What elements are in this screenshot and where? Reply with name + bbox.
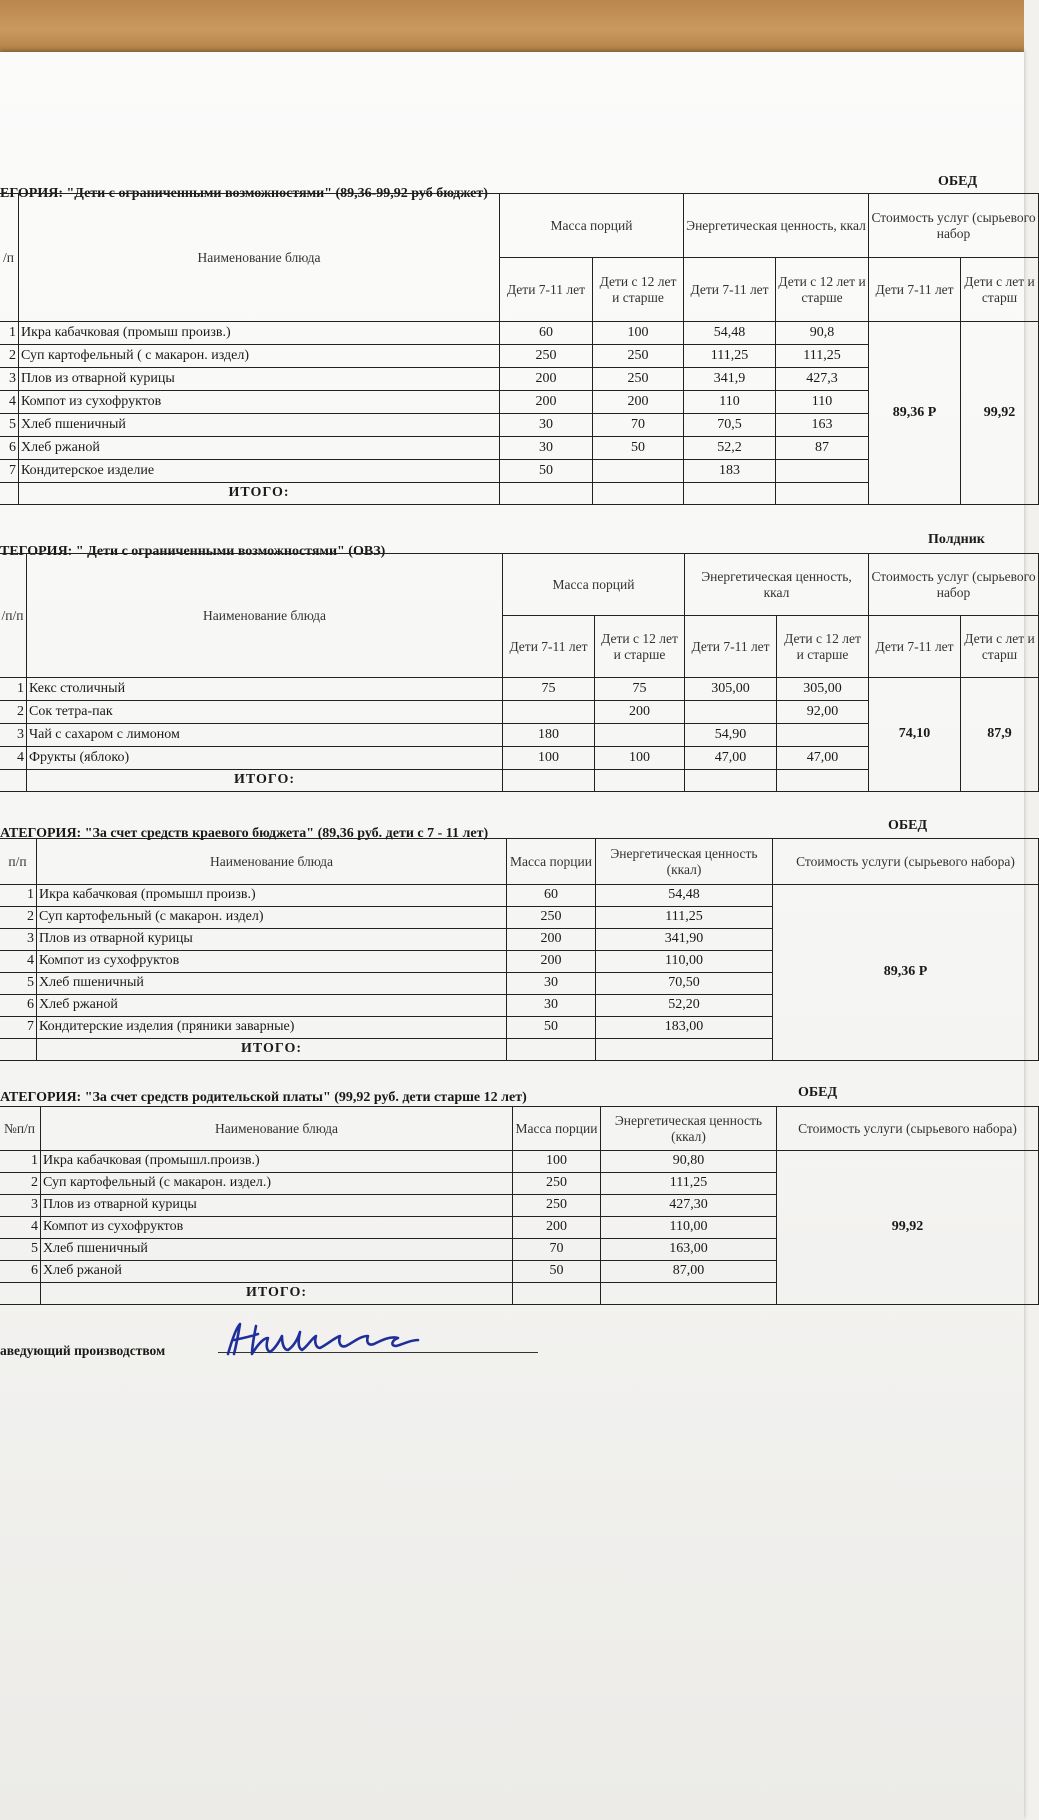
subheader-kids-12: Дети с 12 лет и старше bbox=[776, 258, 869, 322]
mass: 100 bbox=[513, 1151, 601, 1173]
mass-12: 70 bbox=[593, 414, 684, 437]
mass-7-11: 200 bbox=[500, 391, 593, 414]
dish-name: Плов из отварной курицы bbox=[19, 368, 500, 391]
mass-7-11 bbox=[503, 701, 595, 724]
energy-7-11: 305,00 bbox=[685, 678, 777, 701]
mass-12: 50 bbox=[593, 437, 684, 460]
energy: 427,30 bbox=[601, 1195, 777, 1217]
mass-12: 100 bbox=[595, 747, 685, 770]
col-energy-header: Энергетическая ценность, ккал bbox=[685, 554, 869, 616]
table-row bbox=[0, 678, 1039, 701]
row-number: 7 bbox=[0, 1017, 37, 1039]
col-cost-header: Стоимость услуги (сырьевого набора) bbox=[773, 839, 1039, 885]
mass: 250 bbox=[507, 907, 596, 929]
energy: 341,90 bbox=[596, 929, 773, 951]
section2-table bbox=[0, 553, 1039, 792]
col-mass-header: Масса порции bbox=[507, 839, 596, 885]
energy: 110,00 bbox=[596, 951, 773, 973]
energy-12 bbox=[776, 460, 869, 483]
energy: 70,50 bbox=[596, 973, 773, 995]
energy-7-11: 111,25 bbox=[684, 345, 776, 368]
row-number: 3 bbox=[0, 724, 27, 747]
table-row bbox=[0, 885, 1039, 907]
col-mass-header: Масса порции bbox=[513, 1107, 601, 1151]
row-number: 4 bbox=[0, 747, 27, 770]
col-energy-header: Энергетическая ценность (ккал) bbox=[596, 839, 773, 885]
energy: 183,00 bbox=[596, 1017, 773, 1039]
dish-name: Хлеб пшеничный bbox=[41, 1239, 513, 1261]
row-number: 7 bbox=[0, 460, 19, 483]
row-number: 5 bbox=[0, 414, 19, 437]
col-energy-header: Энергетическая ценность, ккал bbox=[684, 194, 869, 258]
dish-name: Плов из отварной курицы bbox=[41, 1195, 513, 1217]
mass-7-11: 30 bbox=[500, 437, 593, 460]
subheader-kids-12: Дети с 12 лет и старше bbox=[595, 616, 685, 678]
mass-7-11: 100 bbox=[503, 747, 595, 770]
energy-7-11: 54,90 bbox=[685, 724, 777, 747]
table-row bbox=[0, 1151, 1039, 1173]
cost-7-11: 74,10 bbox=[869, 678, 961, 792]
mass-7-11: 180 bbox=[503, 724, 595, 747]
row-number: 5 bbox=[0, 1239, 41, 1261]
mass: 250 bbox=[513, 1195, 601, 1217]
col-energy-header: Энергетическая ценность (ккал) bbox=[601, 1107, 777, 1151]
dish-name: Компот из сухофруктов bbox=[19, 391, 500, 414]
col-num-header: /п/п bbox=[0, 554, 27, 678]
row-number: 1 bbox=[0, 678, 27, 701]
subheader-kids-12: Дети с лет и старш bbox=[961, 616, 1039, 678]
row-number: 2 bbox=[0, 907, 37, 929]
dish-name: Хлеб пшеничный bbox=[19, 414, 500, 437]
dish-name: Суп картофельный ( с макарон. издел) bbox=[19, 345, 500, 368]
section1-meal: ОБЕД bbox=[938, 174, 978, 189]
col-cost-header: Стоимость услуг (сырьевого набор bbox=[869, 194, 1039, 258]
section3-meal: ОБЕД bbox=[888, 818, 928, 833]
dish-name: Суп картофельный (с макарон. издел.) bbox=[41, 1173, 513, 1195]
dish-name: Икра кабачковая (промыш произв.) bbox=[19, 322, 500, 345]
mass-7-11: 250 bbox=[500, 345, 593, 368]
section4-meal: ОБЕД bbox=[798, 1085, 838, 1100]
subheader-kids-7-11: Дети 7-11 лет bbox=[869, 258, 961, 322]
dish-name: Чай с сахаром с лимоном bbox=[27, 724, 503, 747]
energy-7-11: 341,9 bbox=[684, 368, 776, 391]
subheader-kids-7-11: Дети 7-11 лет bbox=[685, 616, 777, 678]
dish-name: Суп картофельный (с макарон. издел) bbox=[37, 907, 507, 929]
mass: 30 bbox=[507, 995, 596, 1017]
col-cost-header: Стоимость услуг (сырьевого набор bbox=[869, 554, 1039, 616]
col-num-header: /п bbox=[0, 194, 19, 322]
cost-12: 87,9 bbox=[961, 678, 1039, 792]
energy: 163,00 bbox=[601, 1239, 777, 1261]
col-mass-header: Масса порций bbox=[500, 194, 684, 258]
total-label: ИТОГО: bbox=[37, 1039, 507, 1061]
energy: 90,80 bbox=[601, 1151, 777, 1173]
dish-name: Фрукты (яблоко) bbox=[27, 747, 503, 770]
subheader-kids-7-11: Дети 7-11 лет bbox=[503, 616, 595, 678]
col-name-header: Наименование блюда bbox=[37, 839, 507, 885]
mass-7-11: 60 bbox=[500, 322, 593, 345]
col-num-header: п/п bbox=[0, 839, 37, 885]
mass: 200 bbox=[507, 951, 596, 973]
row-number: 4 bbox=[0, 391, 19, 414]
subheader-kids-7-11: Дети 7-11 лет bbox=[500, 258, 593, 322]
mass: 70 bbox=[513, 1239, 601, 1261]
row-number: 6 bbox=[0, 1261, 41, 1283]
section2-category: ТЕГОРИЯ: " Дети с ограниченными возможностями" (ОВЗ) bbox=[0, 544, 386, 559]
energy: 111,25 bbox=[596, 907, 773, 929]
energy: 111,25 bbox=[601, 1173, 777, 1195]
subheader-kids-12: Дети с 12 лет и старше bbox=[777, 616, 869, 678]
energy: 52,20 bbox=[596, 995, 773, 1017]
dish-name: Компот из сухофруктов bbox=[41, 1217, 513, 1239]
handwritten-signature bbox=[222, 1318, 442, 1360]
row-number: 4 bbox=[0, 1217, 41, 1239]
mass: 60 bbox=[507, 885, 596, 907]
cost: 89,36 Р bbox=[773, 885, 1039, 1061]
mass: 200 bbox=[513, 1217, 601, 1239]
energy: 54,48 bbox=[596, 885, 773, 907]
energy-12: 111,25 bbox=[776, 345, 869, 368]
section1-table bbox=[0, 193, 1039, 505]
dish-name: Икра кабачковая (промышл.произв.) bbox=[41, 1151, 513, 1173]
mass: 250 bbox=[513, 1173, 601, 1195]
section2-meal: Полдник bbox=[928, 532, 985, 547]
section3-category: АТЕГОРИЯ: "За счет средств краевого бюджета" (89,36 руб. дети с 7 - 11 лет) bbox=[0, 826, 489, 841]
energy-7-11: 183 bbox=[684, 460, 776, 483]
subheader-kids-12: Дети с лет и старш bbox=[961, 258, 1039, 322]
mass-12: 200 bbox=[593, 391, 684, 414]
row-number: 3 bbox=[0, 929, 37, 951]
section4-category: АТЕГОРИЯ: "За счет средств родительской платы" (99,92 руб. дети старше 12 лет) bbox=[0, 1090, 527, 1105]
dish-name: Кекс столичный bbox=[27, 678, 503, 701]
mass-7-11: 50 bbox=[500, 460, 593, 483]
energy-7-11: 110 bbox=[684, 391, 776, 414]
energy-12: 427,3 bbox=[776, 368, 869, 391]
mass: 30 bbox=[507, 973, 596, 995]
dish-name: Икра кабачковая (промышл произв.) bbox=[37, 885, 507, 907]
mass-7-11: 75 bbox=[503, 678, 595, 701]
col-cost-header: Стоимость услуги (сырьевого набора) bbox=[777, 1107, 1039, 1151]
dish-name: Хлеб пшеничный bbox=[37, 973, 507, 995]
energy-7-11: 47,00 bbox=[685, 747, 777, 770]
dish-name: Хлеб ржаной bbox=[19, 437, 500, 460]
dish-name: Сок тетра-пак bbox=[27, 701, 503, 724]
row-number: 3 bbox=[0, 1195, 41, 1217]
subheader-kids-12: Дети с 12 лет и старше bbox=[593, 258, 684, 322]
mass-12: 100 bbox=[593, 322, 684, 345]
row-number: 4 bbox=[0, 951, 37, 973]
row-number: 1 bbox=[0, 885, 37, 907]
mass: 50 bbox=[507, 1017, 596, 1039]
dish-name: Хлеб ржаной bbox=[41, 1261, 513, 1283]
dish-name: Плов из отварной курицы bbox=[37, 929, 507, 951]
energy-12: 305,00 bbox=[777, 678, 869, 701]
energy-12: 163 bbox=[776, 414, 869, 437]
total-label: ИТОГО: bbox=[41, 1283, 513, 1305]
total-label: ИТОГО: bbox=[19, 483, 500, 505]
col-num-header: №п/п bbox=[0, 1107, 41, 1151]
mass-12: 250 bbox=[593, 345, 684, 368]
row-number: 2 bbox=[0, 701, 27, 724]
col-name-header: Наименование блюда bbox=[41, 1107, 513, 1151]
row-number: 6 bbox=[0, 437, 19, 460]
energy-12 bbox=[777, 724, 869, 747]
total-label: ИТОГО: bbox=[27, 770, 503, 792]
energy-12: 90,8 bbox=[776, 322, 869, 345]
row-number: 2 bbox=[0, 1173, 41, 1195]
row-number: 5 bbox=[0, 973, 37, 995]
row-number: 6 bbox=[0, 995, 37, 1017]
energy-12: 47,00 bbox=[777, 747, 869, 770]
section1-category: ЕГОРИЯ: "Дети с ограниченными возможностями" (89,36-99,92 руб бюджет) bbox=[0, 186, 488, 201]
energy-12: 87 bbox=[776, 437, 869, 460]
section4-table bbox=[0, 1106, 1039, 1305]
energy-7-11: 52,2 bbox=[684, 437, 776, 460]
dish-name: Кондитерское изделие bbox=[19, 460, 500, 483]
wooden-table-background bbox=[0, 0, 1024, 60]
dish-name: Кондитерские изделия (пряники заварные) bbox=[37, 1017, 507, 1039]
energy: 110,00 bbox=[601, 1217, 777, 1239]
mass-12 bbox=[593, 460, 684, 483]
mass-12: 250 bbox=[593, 368, 684, 391]
row-number: 2 bbox=[0, 345, 19, 368]
mass-12 bbox=[595, 724, 685, 747]
mass: 50 bbox=[513, 1261, 601, 1283]
energy-12: 92,00 bbox=[777, 701, 869, 724]
energy-12: 110 bbox=[776, 391, 869, 414]
row-number: 3 bbox=[0, 368, 19, 391]
subheader-kids-7-11: Дети 7-11 лет bbox=[869, 616, 961, 678]
energy-7-11 bbox=[685, 701, 777, 724]
dish-name: Компот из сухофруктов bbox=[37, 951, 507, 973]
col-mass-header: Масса порций bbox=[503, 554, 685, 616]
energy-7-11: 70,5 bbox=[684, 414, 776, 437]
dish-name: Хлеб ржаной bbox=[37, 995, 507, 1017]
cost: 99,92 bbox=[777, 1151, 1039, 1305]
col-name-header: Наименование блюда bbox=[19, 194, 500, 322]
cost-7-11: 89,36 Р bbox=[869, 322, 961, 505]
energy: 87,00 bbox=[601, 1261, 777, 1283]
mass-7-11: 200 bbox=[500, 368, 593, 391]
mass: 200 bbox=[507, 929, 596, 951]
subheader-kids-7-11: Дети 7-11 лет bbox=[684, 258, 776, 322]
mass-12: 200 bbox=[595, 701, 685, 724]
row-number: 1 bbox=[0, 322, 19, 345]
mass-12: 75 bbox=[595, 678, 685, 701]
energy-7-11: 54,48 bbox=[684, 322, 776, 345]
row-number: 1 bbox=[0, 1151, 41, 1173]
cost-12: 99,92 bbox=[961, 322, 1039, 505]
col-name-header: Наименование блюда bbox=[27, 554, 503, 678]
signature-label: аведующий производством bbox=[0, 1343, 166, 1358]
mass-7-11: 30 bbox=[500, 414, 593, 437]
table-row bbox=[0, 322, 1039, 345]
section3-table bbox=[0, 838, 1039, 1061]
